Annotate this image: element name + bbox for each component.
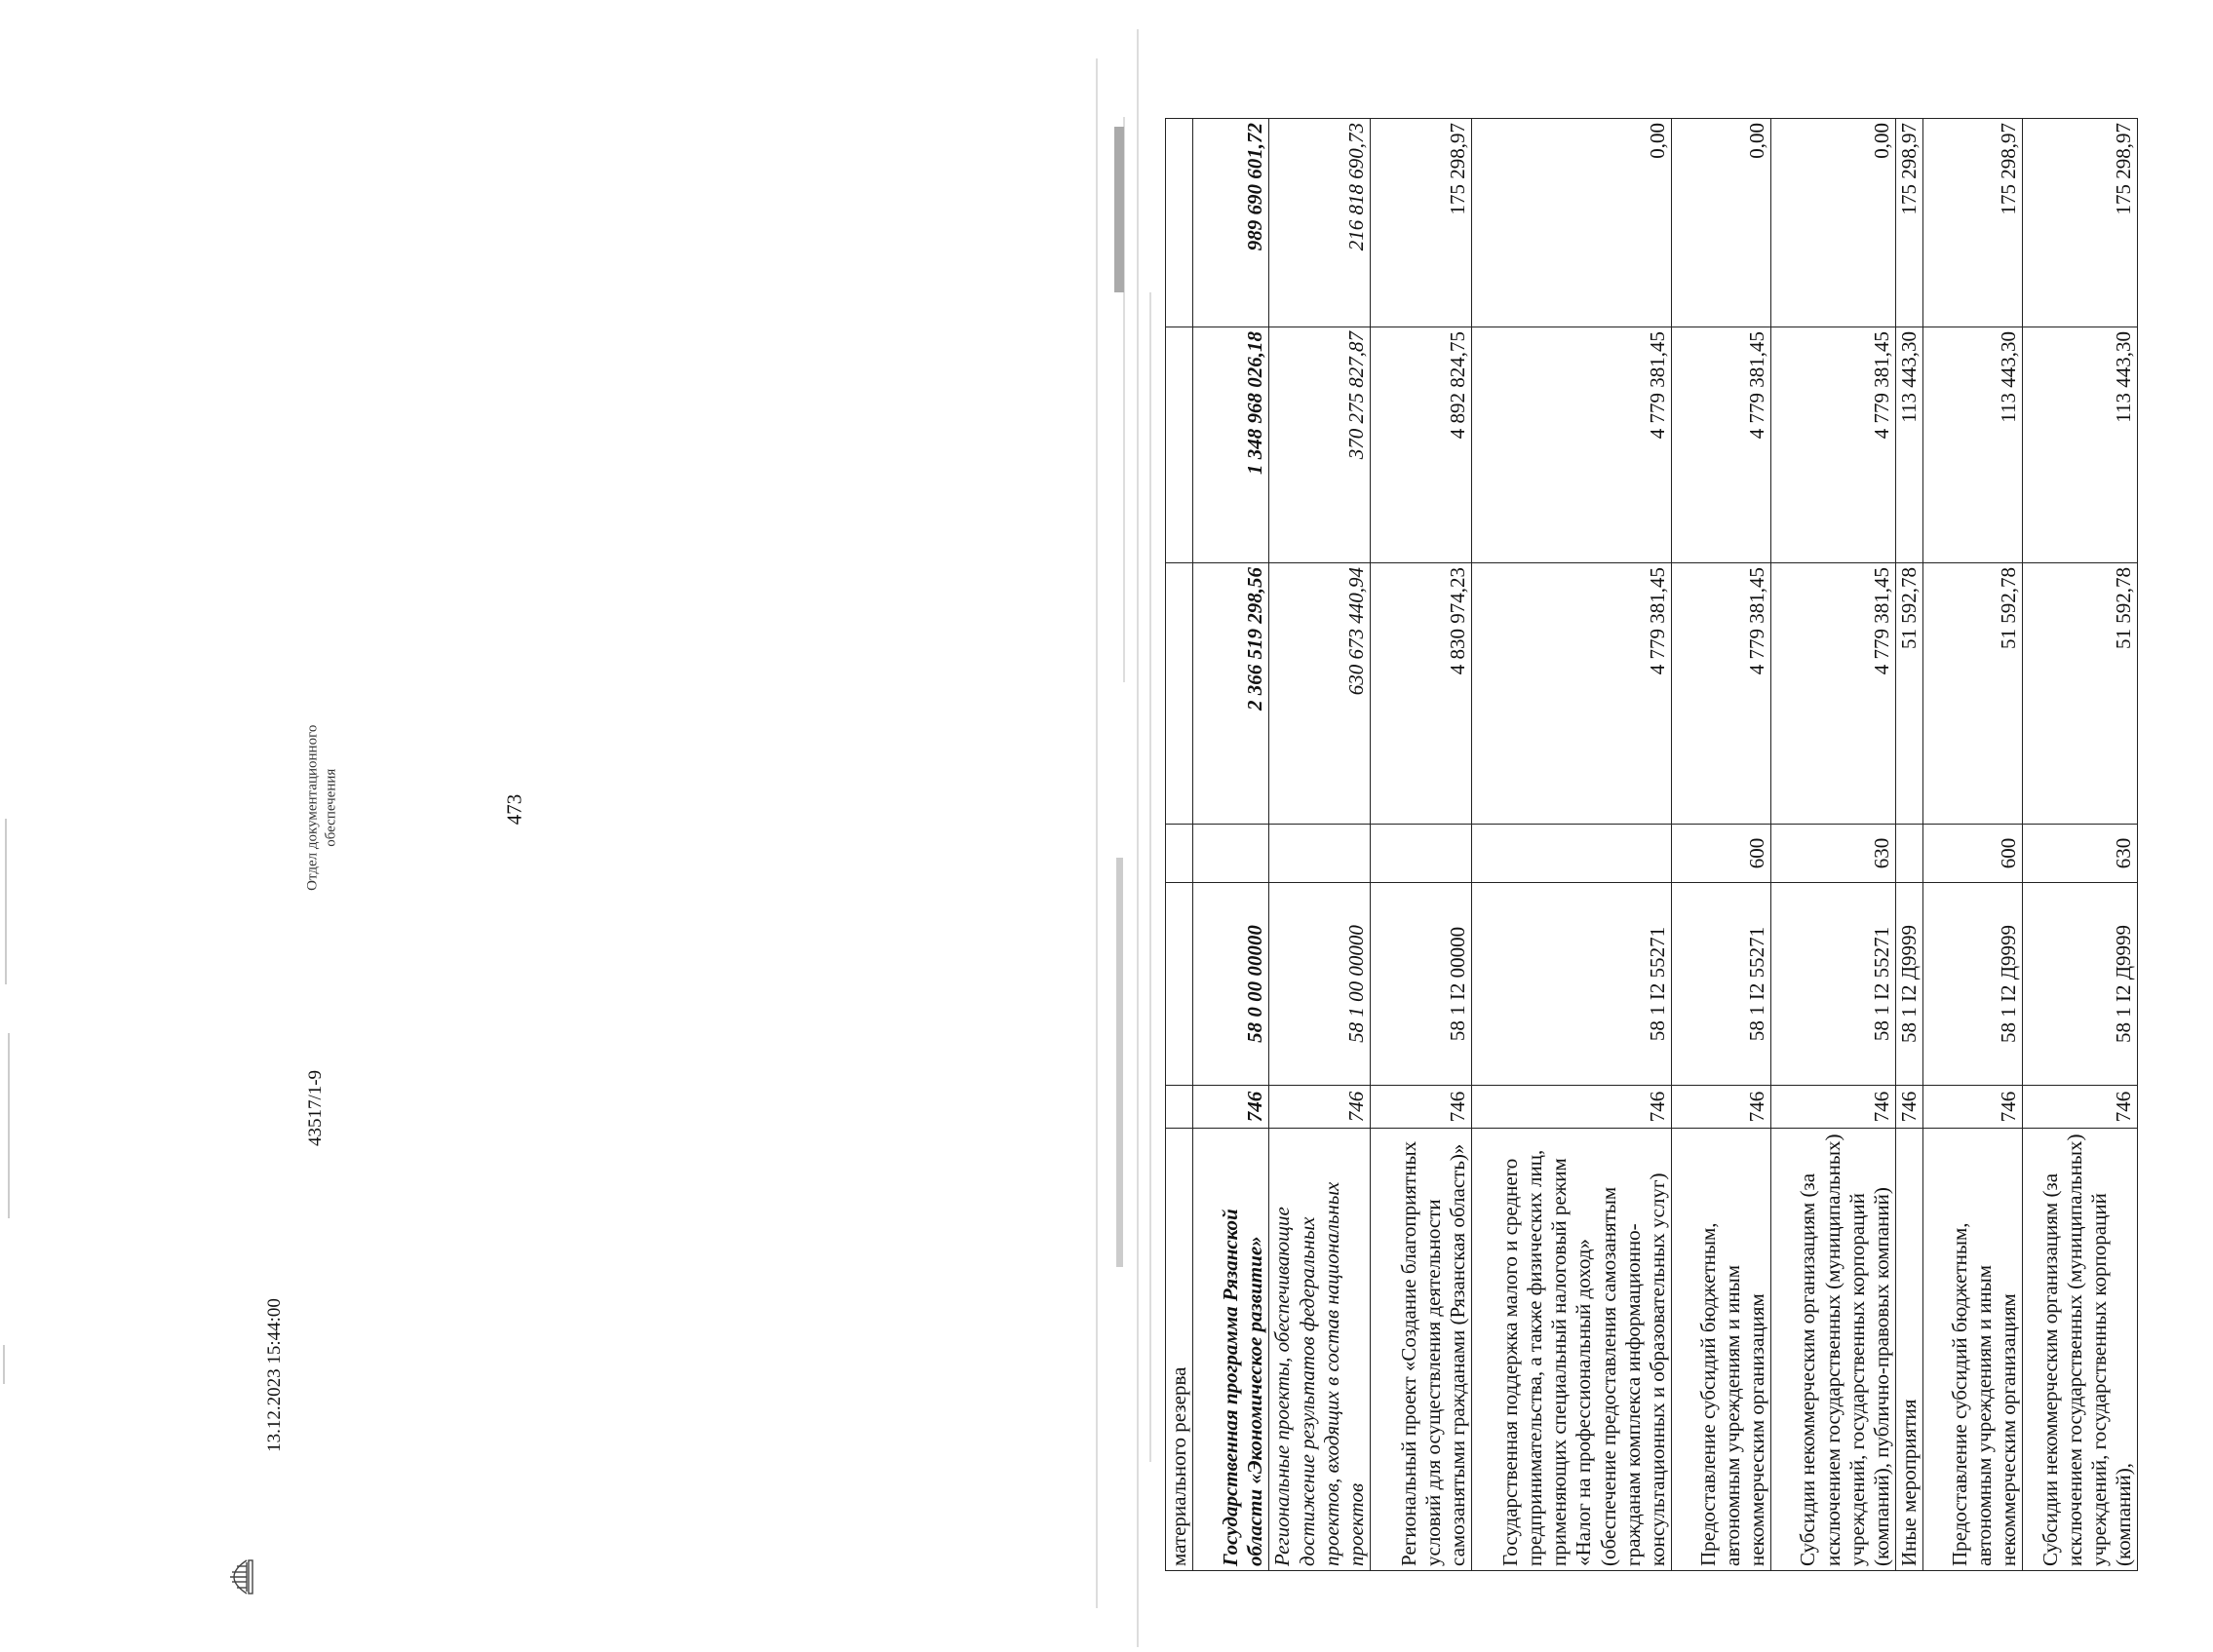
- row-vr-code: [1193, 825, 1269, 883]
- row-code: 746: [1193, 1086, 1269, 1129]
- table-row: [1472, 119, 1672, 1571]
- row-code: 746: [1371, 1086, 1472, 1129]
- row-code: 746: [1896, 1086, 1923, 1129]
- row-code: 746: [1472, 1086, 1672, 1129]
- row-value-3: [1166, 119, 1193, 327]
- row-value-1: 2 366 519 298,56: [1193, 563, 1269, 825]
- scanner-logo-icon: [214, 1557, 259, 1596]
- row-value-2: [1166, 327, 1193, 563]
- row-code: 746: [1672, 1086, 1771, 1129]
- row-csr-code: 58 1 I2 00000: [1371, 883, 1472, 1086]
- row-name: Иные мероприятия: [1896, 1129, 1923, 1571]
- scan-edge-right: [1077, 0, 1170, 1652]
- row-csr-code: 58 1 00 00000: [1269, 883, 1371, 1086]
- row-csr-code: 58 1 I2 Д9999: [1923, 883, 2023, 1086]
- row-value-2: 1 348 968 026,18: [1193, 327, 1269, 563]
- row-vr-code: [1269, 825, 1371, 883]
- table-row: [1923, 119, 2023, 1571]
- table-row: [1896, 119, 1923, 1571]
- row-csr-code: 58 1 I2 Д9999: [1896, 883, 1923, 1086]
- row-name: Предоставление субсидий бюджетным, автономным учреждениям и иным некоммерческим организациям: [1672, 1129, 1771, 1571]
- row-value-1: 4 779 381,45: [1672, 563, 1771, 825]
- row-value-3: 0,00: [1472, 119, 1672, 327]
- row-value-2: 113 443,30: [2023, 327, 2138, 563]
- row-value-3: 175 298,97: [1371, 119, 1472, 327]
- row-vr-code: [1472, 825, 1672, 883]
- row-value-2: 113 443,30: [1896, 327, 1923, 563]
- row-name: Региональные проекты, обеспечивающие достижение результатов федеральных проектов, входящих в состав национальных проектов: [1269, 1129, 1371, 1571]
- row-value-3: 175 298,97: [1923, 119, 2023, 327]
- row-value-1: [1166, 563, 1193, 825]
- row-code: 746: [2023, 1086, 2138, 1129]
- row-csr-code: 58 0 00 00000: [1193, 883, 1269, 1086]
- row-csr-code: 58 1 I2 Д9999: [2023, 883, 2138, 1086]
- row-value-3: 0,00: [1771, 119, 1896, 327]
- row-value-1: 4 779 381,45: [1472, 563, 1672, 825]
- table-row: [1269, 119, 1371, 1571]
- row-code: 746: [1269, 1086, 1371, 1129]
- stamp-line-1: Отдел документационного: [304, 724, 321, 891]
- row-value-3: 175 298,97: [1896, 119, 1923, 327]
- row-value-1: 4 779 381,45: [1771, 563, 1896, 825]
- row-value-1: 51 592,78: [1923, 563, 2023, 825]
- rotated-table-container: [1165, 119, 2213, 1571]
- table-row: [1371, 119, 1472, 1571]
- row-vr-code: [1896, 825, 1923, 883]
- row-vr-code: 600: [1923, 825, 2023, 883]
- row-name: Государственная программа Рязанской области «Экономическое развитие»: [1193, 1129, 1269, 1571]
- row-csr-code: 58 1 I2 55271: [1771, 883, 1896, 1086]
- budget-table: [1165, 118, 2138, 1571]
- row-value-1: 51 592,78: [2023, 563, 2138, 825]
- row-csr-code: 58 1 I2 55271: [1472, 883, 1672, 1086]
- row-value-3: 216 818 690,73: [1269, 119, 1371, 327]
- row-value-3: 989 690 601,72: [1193, 119, 1269, 327]
- row-value-3: 0,00: [1672, 119, 1771, 327]
- row-value-2: 4 892 824,75: [1371, 327, 1472, 563]
- row-name: Государственная поддержка малого и среднего предпринимательства, а также физических лиц, применяющих специальный налоговый режим «Налог на профессиональный доход» (обеспечение предоставления самозанятым гражданам комплекса информационно-консультационных и образовательных услуг): [1472, 1129, 1672, 1571]
- department-stamp: [303, 725, 340, 891]
- page-number: 473: [502, 793, 526, 826]
- row-name: материального резерва: [1166, 1129, 1193, 1571]
- row-value-3: 175 298,97: [2023, 119, 2138, 327]
- row-value-1: 630 673 440,94: [1269, 563, 1371, 825]
- table-row: [1771, 119, 1896, 1571]
- row-value-2: 4 779 381,45: [1771, 327, 1896, 563]
- row-value-1: 51 592,78: [1896, 563, 1923, 825]
- row-vr-code: [1166, 825, 1193, 883]
- row-code: [1166, 1086, 1193, 1129]
- row-vr-code: 630: [2023, 825, 2138, 883]
- row-name: Региональный проект «Создание благоприятных условий для осуществления деятельности самозанятыми гражданами (Рязанская область)»: [1371, 1129, 1472, 1571]
- row-value-2: 113 443,30: [1923, 327, 2023, 563]
- row-code: 746: [1771, 1086, 1896, 1129]
- table-row: [1193, 119, 1269, 1571]
- footer-datetime: 13.12.2023 15:44:00: [263, 1298, 285, 1452]
- row-value-2: 4 779 381,45: [1472, 327, 1672, 563]
- row-code: 746: [1923, 1086, 2023, 1129]
- footer-doc-number: 43517/1-9: [305, 1069, 327, 1147]
- row-value-2: 4 779 381,45: [1672, 327, 1771, 563]
- row-name: Субсидии некоммерческим организациям (за исключением государственных (муниципальных) учреждений, государственных корпораций (компаний), публично-правовых компаний): [1771, 1129, 1896, 1571]
- row-csr-code: 58 1 I2 55271: [1672, 883, 1771, 1086]
- row-name: Субсидии некоммерческим организациям (за исключением государственных (муниципальных) учреждений, государственных корпораций (компаний),: [2023, 1129, 2138, 1571]
- row-vr-code: 600: [1672, 825, 1771, 883]
- row-value-2: 370 275 827,87: [1269, 327, 1371, 563]
- scan-edge-left: [0, 0, 39, 1652]
- row-name: Предоставление субсидий бюджетным, автономным учреждениям и иным некоммерческим организациям: [1923, 1129, 2023, 1571]
- row-vr-code: [1371, 825, 1472, 883]
- table-row: [1672, 119, 1771, 1571]
- row-vr-code: 630: [1771, 825, 1896, 883]
- row-csr-code: [1166, 883, 1193, 1086]
- row-value-1: 4 830 974,23: [1371, 563, 1472, 825]
- stamp-line-2: обеспечения: [323, 768, 339, 847]
- table-row: [2023, 119, 2138, 1571]
- table-row: [1166, 119, 1193, 1571]
